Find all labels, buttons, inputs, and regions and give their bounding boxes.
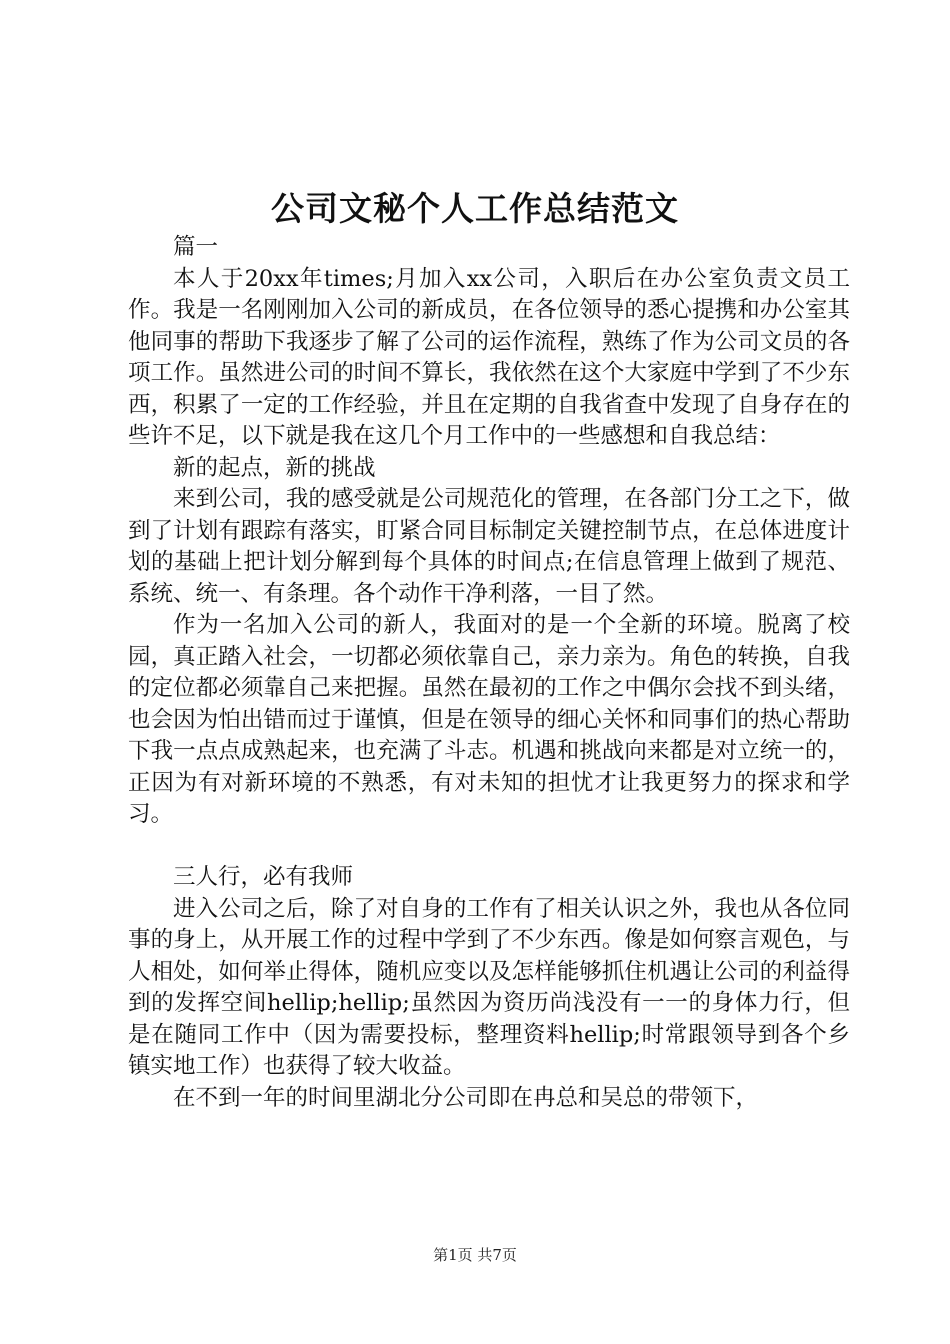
subheading-learn-from-others: 三人行，必有我师 <box>173 864 354 890</box>
paragraph-branch-office: 在不到一年的时间里湖北分公司即在冉总和吴总的带领下， <box>173 1084 759 1111</box>
subheading-new-start: 新的起点，新的挑战 <box>173 454 376 481</box>
document-body <box>128 232 850 1114</box>
blank-line <box>128 831 850 863</box>
paragraph-intro: 本人于20xx年times;月加入xx公司，入职后在办公室负责文员工作。我是一名刚刚加入公司的新成员，在各位领导的悉心提携和办公室其他同事的帮助下我逐步了解了公司的运作流程，熟练了作为公司文员的各项工作。虽然进公司的时间不算长，我依然在这个大家庭中学到了不少东西，积累了一定的工作经验，并且在定期的自我省查中发现了自身存在的些许不足，以下就是我在这几个月工作中的一些感想和自我总结： <box>128 265 850 449</box>
document-title: 公司文秘个人工作总结范文 <box>271 189 679 228</box>
paragraph-company-management: 来到公司，我的感受就是公司规范化的管理，在各部门分工之下，做到了计划有跟踪有落实，盯紧合同目标制定关键控制节点，在总体进度计划的基础上把计划分解到每个具体的时间点;在信息管理上做到了规范、系统、统一、有条理。各个动作干净利落，一目了然。 <box>128 486 850 607</box>
section-label: 篇一 <box>173 234 219 260</box>
paragraph-new-environment: 作为一名加入公司的新人，我面对的是一个全新的环境。脱离了校园，真正踏入社会，一切都必须依靠自己，亲力亲为。角色的转换，自我的定位都必须靠自己来把握。虽然在最初的工作之中偶尔会找不到头绪，也会因为怕出错而过于谨慎，但是在领导的细心关怀和同事们的热心帮助下我一点点成熟起来，也充满了斗志。机遇和挑战向来都是对立统一的，正因为有对新环境的不熟悉，有对未知的担忧才让我更努力的探求和学习。 <box>128 612 850 827</box>
paragraph-learning: 进入公司之后，除了对自身的工作有了相关认识之外，我也从各位同事的身上，从开展工作的过程中学到了不少东西。像是如何察言观色，与人相处，如何举止得体，随机应变以及怎样能够抓住机遇让公司的利益得到的发挥空间hellip;hellip;虽然因为资历尚浅没有一一的身体力行，但是在随同工作中（因为需要投标，整理资料hellip;时常跟领导到各个乡镇实地工作）也获得了较大收益。 <box>128 895 850 1079</box>
page-footer: 第1页 共7页 <box>433 1246 517 1264</box>
